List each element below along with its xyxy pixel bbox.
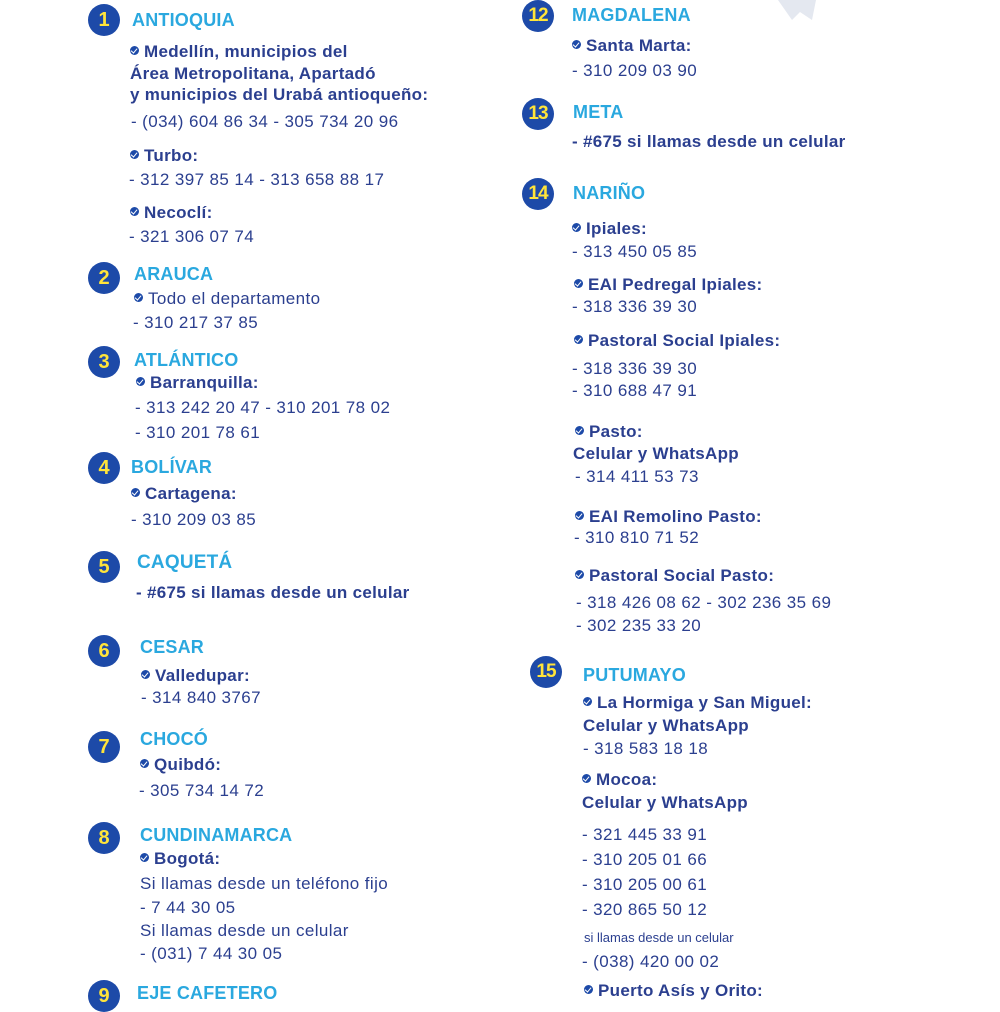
contact-label [583, 693, 812, 713]
phone-numbers: - (031) 7 44 30 05 [140, 944, 283, 963]
contact-label-text: Quibdó: [154, 755, 222, 774]
contact-label [136, 373, 259, 393]
contact-label [575, 507, 762, 527]
phone-numbers: - 310 209 03 85 [131, 510, 257, 529]
contact-label-text: Mocoa: [596, 770, 658, 789]
check-bullet-icon [572, 223, 581, 232]
contact-note: - #675 si llamas desde un celular [136, 583, 410, 602]
region-number-badge: 6 [88, 635, 120, 667]
region-heading-eje-cafetero: EJE CAFETERO [137, 983, 278, 1003]
region-number-badge: 3 [88, 346, 120, 378]
contact-note: Si llamas desde un teléfono fijo [140, 874, 389, 893]
contact-label-text: Pasto: [589, 422, 643, 441]
check-bullet-icon [141, 670, 150, 679]
region-heading-atlantico: ATLÁNTICO [134, 350, 239, 370]
phone-numbers: - 321 445 33 91 [582, 825, 708, 844]
region-number-badge: 2 [88, 262, 120, 294]
region-heading-antioquia: ANTIOQUIA [132, 10, 235, 30]
contact-label [130, 203, 213, 223]
contact-label [131, 484, 237, 504]
check-bullet-icon [131, 488, 140, 497]
phone-numbers: - 318 426 08 62 - 302 236 35 69 [576, 593, 832, 612]
region-heading-arauca: ARAUCA [134, 264, 214, 284]
check-bullet-icon [582, 774, 591, 783]
contact-label [574, 275, 762, 295]
region-heading-magdalena: MAGDALENA [572, 5, 691, 25]
phone-numbers: - 312 397 85 14 - 313 658 88 17 [129, 170, 385, 189]
contact-sublabel: Celular y WhatsApp [582, 793, 748, 812]
check-bullet-icon [575, 426, 584, 435]
contact-label-text: Valledupar: [155, 666, 250, 685]
contact-label [134, 289, 320, 309]
phone-numbers: - 310 217 37 85 [133, 313, 259, 332]
region-number-badge: 5 [88, 551, 120, 583]
contact-label-text: Todo el departamento [148, 289, 321, 308]
contact-label-text: EAI Remolino Pasto: [589, 507, 762, 526]
check-bullet-icon [583, 697, 592, 706]
phone-numbers: - 314 411 53 73 [575, 467, 699, 486]
region-number-badge: 1 [88, 4, 120, 36]
contact-note: Si llamas desde un celular [140, 921, 349, 940]
region-heading-putumayo: PUTUMAYO [583, 665, 686, 685]
phone-numbers: - (034) 604 86 34 - 305 734 20 96 [131, 112, 399, 131]
check-bullet-icon [575, 511, 584, 520]
contact-label-line: Área Metropolitana, Apartadó [130, 64, 376, 83]
decorative-shape [774, 0, 820, 22]
region-heading-choco: CHOCÓ [140, 729, 208, 749]
contact-label-text: Puerto Asís y Orito: [598, 981, 764, 1000]
contact-sublabel: Celular y WhatsApp [583, 716, 749, 735]
phone-numbers: - 314 840 3767 [141, 688, 261, 707]
region-number-badge: 14 [522, 178, 554, 210]
contact-label-text: Cartagena: [145, 484, 237, 503]
check-bullet-icon [140, 853, 149, 862]
contact-note: - #675 si llamas desde un celular [572, 132, 846, 151]
contact-label [584, 981, 763, 1001]
phone-numbers: - 313 450 05 85 [572, 242, 698, 261]
contact-note: si llamas desde un celular [584, 930, 734, 945]
check-bullet-icon [130, 46, 139, 55]
region-heading-narino: NARIÑO [573, 183, 646, 203]
region-number-badge: 8 [88, 822, 120, 854]
check-bullet-icon [130, 207, 139, 216]
phone-numbers: - 310 810 71 52 [574, 528, 700, 547]
region-heading-cundinamarca: CUNDINAMARCA [140, 825, 293, 845]
check-bullet-icon [574, 335, 583, 344]
phone-numbers: - 7 44 30 05 [140, 898, 236, 917]
contact-label [141, 666, 250, 686]
phone-numbers: - 318 336 39 30 [572, 359, 698, 378]
phone-numbers: - 321 306 07 74 [129, 227, 255, 246]
contact-label-text: Medellín, municipios del [144, 42, 348, 61]
phone-numbers: - 313 242 20 47 - 310 201 78 02 [135, 398, 391, 417]
contact-label [575, 566, 774, 586]
contact-label [575, 422, 643, 442]
region-heading-meta: META [573, 102, 624, 122]
check-bullet-icon [575, 570, 584, 579]
phone-numbers: - 310 201 78 61 [135, 423, 261, 442]
contact-label-text: Ipiales: [586, 219, 647, 238]
contact-label-text: Bogotá: [154, 849, 221, 868]
contact-label [130, 146, 198, 166]
region-number-badge: 4 [88, 452, 120, 484]
check-bullet-icon [130, 150, 139, 159]
contact-label-text: EAI Pedregal Ipiales: [588, 275, 763, 294]
region-number-badge: 13 [522, 98, 554, 130]
contact-label-text: Turbo: [144, 146, 199, 165]
contact-label [140, 849, 220, 869]
contact-label [130, 42, 348, 62]
contact-label-text: Santa Marta: [586, 36, 692, 55]
contact-label-line: y municipios del Urabá antioqueño: [130, 85, 429, 104]
contact-label-text: Pastoral Social Pasto: [589, 566, 775, 585]
region-heading-cesar: CESAR [140, 637, 205, 657]
contact-sublabel: Celular y WhatsApp [573, 444, 739, 463]
phone-numbers: - 305 734 14 72 [139, 781, 265, 800]
contact-label-text: Necoclí: [144, 203, 213, 222]
phone-numbers: - 310 205 00 61 [582, 875, 708, 894]
check-bullet-icon [584, 985, 593, 994]
region-heading-caqueta: CAQUETÁ [137, 552, 233, 573]
contact-label [582, 770, 657, 790]
check-bullet-icon [572, 40, 581, 49]
contact-label [572, 36, 692, 56]
region-number-badge: 9 [88, 980, 120, 1012]
contact-label-text: Barranquilla: [150, 373, 259, 392]
check-bullet-icon [574, 279, 583, 288]
phone-numbers: - 318 583 18 18 [583, 739, 709, 758]
region-number-badge: 7 [88, 731, 120, 763]
phone-numbers: - 310 205 01 66 [582, 850, 708, 869]
contact-label [140, 755, 221, 775]
phone-numbers: - 318 336 39 30 [572, 297, 698, 316]
phone-numbers: - 320 865 50 12 [582, 900, 708, 919]
contact-label-text: La Hormiga y San Miguel: [597, 693, 813, 712]
phone-numbers: - (038) 420 00 02 [582, 952, 720, 971]
check-bullet-icon [136, 377, 145, 386]
contact-label [572, 219, 647, 239]
contact-label [574, 331, 780, 351]
check-bullet-icon [140, 759, 149, 768]
contact-label-text: Pastoral Social Ipiales: [588, 331, 781, 350]
check-bullet-icon [134, 293, 143, 302]
region-number-badge: 12 [522, 0, 554, 32]
region-number-badge: 15 [530, 656, 562, 688]
region-heading-bolivar: BOLÍVAR [131, 457, 213, 477]
phone-numbers: - 310 209 03 90 [572, 61, 698, 80]
phone-numbers: - 302 235 33 20 [576, 616, 702, 635]
phone-numbers: - 310 688 47 91 [572, 381, 698, 400]
